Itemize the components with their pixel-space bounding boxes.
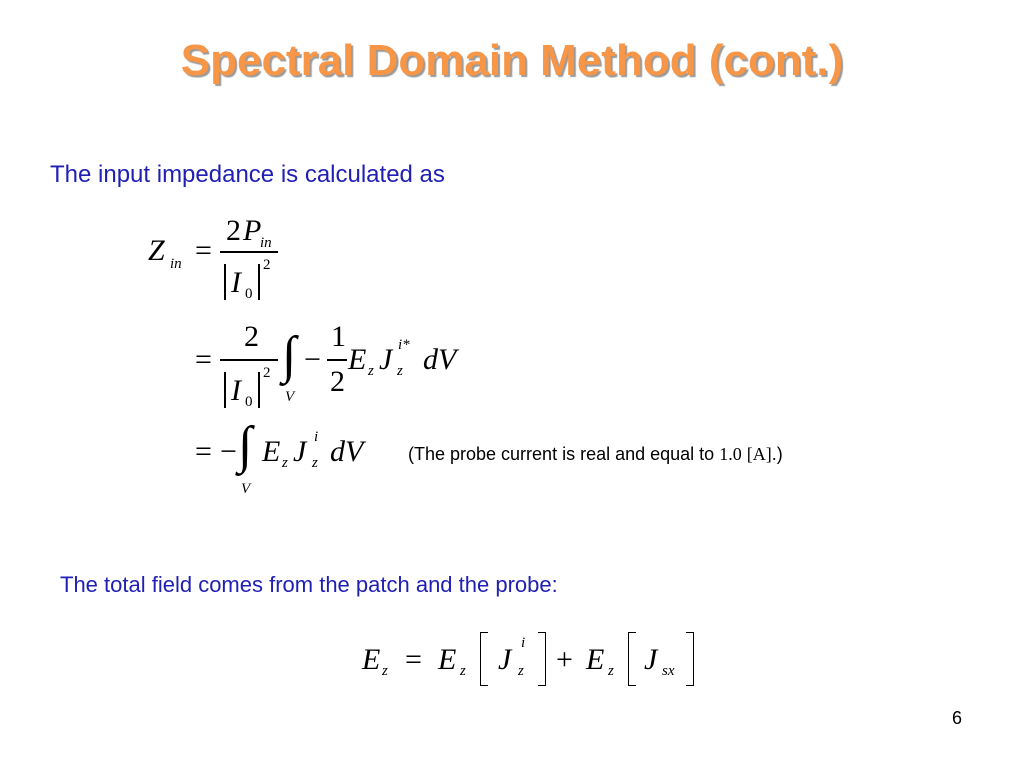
square-1: 2 bbox=[263, 257, 271, 273]
j-symbol-4b: J bbox=[644, 643, 658, 676]
fraction-bar-half bbox=[327, 359, 347, 361]
j-symbol-4a: J bbox=[498, 643, 512, 676]
j-superscript-4a: i bbox=[521, 635, 526, 651]
plus-sign: + bbox=[556, 643, 573, 676]
equals-sign-1: = bbox=[195, 234, 212, 267]
dv-3: dV bbox=[330, 435, 364, 468]
zin-subscript: in bbox=[170, 256, 182, 272]
equals-sign-3: = bbox=[195, 435, 212, 468]
slide-title: Spectral Domain Method (cont.) bbox=[180, 36, 844, 85]
half-denominator: 2 bbox=[330, 365, 345, 398]
j-symbol-3: J bbox=[293, 435, 307, 468]
abs-bar-left-1 bbox=[224, 264, 226, 300]
minus-sign-3: − bbox=[220, 435, 237, 468]
zin-symbol: Z bbox=[148, 234, 165, 267]
e-symbol-3: E bbox=[262, 435, 281, 468]
square-2: 2 bbox=[263, 365, 271, 381]
p-symbol: P bbox=[243, 214, 262, 247]
integral-sign-3: ∫ bbox=[238, 417, 253, 474]
volume-subscript-2: V bbox=[285, 389, 295, 405]
probe-current-note bbox=[408, 444, 783, 465]
bracket-left-2 bbox=[628, 632, 636, 686]
j-superscript-3: i bbox=[314, 429, 319, 445]
p-subscript: in bbox=[260, 235, 272, 251]
e-subscript-4b: z bbox=[460, 663, 466, 679]
fraction-bar-2 bbox=[220, 359, 278, 361]
j-superscript-conj: i* bbox=[398, 337, 410, 353]
i-subscript-1: 0 bbox=[245, 286, 253, 302]
e-subscript-4c: z bbox=[608, 663, 614, 679]
intro-text: The input impedance is calculated as bbox=[50, 161, 445, 188]
e-subscript-2: z bbox=[368, 363, 374, 379]
e-subscript-4a: z bbox=[382, 663, 388, 679]
numerator-two-2: 2 bbox=[244, 320, 259, 353]
bracket-right-2 bbox=[686, 632, 694, 686]
abs-bar-right-1 bbox=[258, 264, 260, 300]
volume-subscript-3: V bbox=[241, 481, 251, 497]
equals-sign-4: = bbox=[405, 643, 422, 676]
e-subscript-3: z bbox=[282, 455, 288, 471]
abs-bar-left-2 bbox=[224, 372, 226, 408]
half-numerator: 1 bbox=[331, 320, 346, 353]
fraction-bar-1 bbox=[220, 251, 278, 253]
bracket-left-1 bbox=[480, 632, 488, 686]
integral-sign-2: ∫ bbox=[282, 327, 297, 384]
numerator-two: 2 bbox=[226, 214, 241, 247]
e-symbol-4b: E bbox=[438, 643, 457, 676]
probe-note-unit: [A] bbox=[746, 444, 772, 464]
j-subscript-4a: z bbox=[518, 663, 524, 679]
abs-bar-right-2 bbox=[258, 372, 260, 408]
i-symbol-2: I bbox=[231, 374, 241, 407]
dv-2: dV bbox=[423, 343, 457, 376]
total-field-text: The total field comes from the patch and the probe: bbox=[60, 572, 558, 597]
e-symbol-4a: E bbox=[362, 643, 381, 676]
bracket-right-1 bbox=[538, 632, 546, 686]
j-subscript-4b: sx bbox=[662, 663, 675, 679]
minus-sign-2: − bbox=[304, 343, 321, 376]
e-symbol-4c: E bbox=[586, 643, 605, 676]
probe-note-prefix: (The probe current is real and equal to bbox=[408, 444, 720, 464]
probe-note-suffix: .) bbox=[771, 444, 783, 464]
j-subscript-3: z bbox=[312, 455, 318, 471]
probe-note-value: 1.0 bbox=[719, 444, 742, 464]
i-symbol-1: I bbox=[231, 266, 241, 299]
page-number: 6 bbox=[951, 708, 962, 728]
equals-sign-2: = bbox=[195, 343, 212, 376]
e-symbol-2: E bbox=[348, 343, 367, 376]
j-symbol-2: J bbox=[379, 343, 393, 376]
j-subscript-2: z bbox=[397, 363, 403, 379]
i-subscript-2: 0 bbox=[245, 394, 253, 410]
